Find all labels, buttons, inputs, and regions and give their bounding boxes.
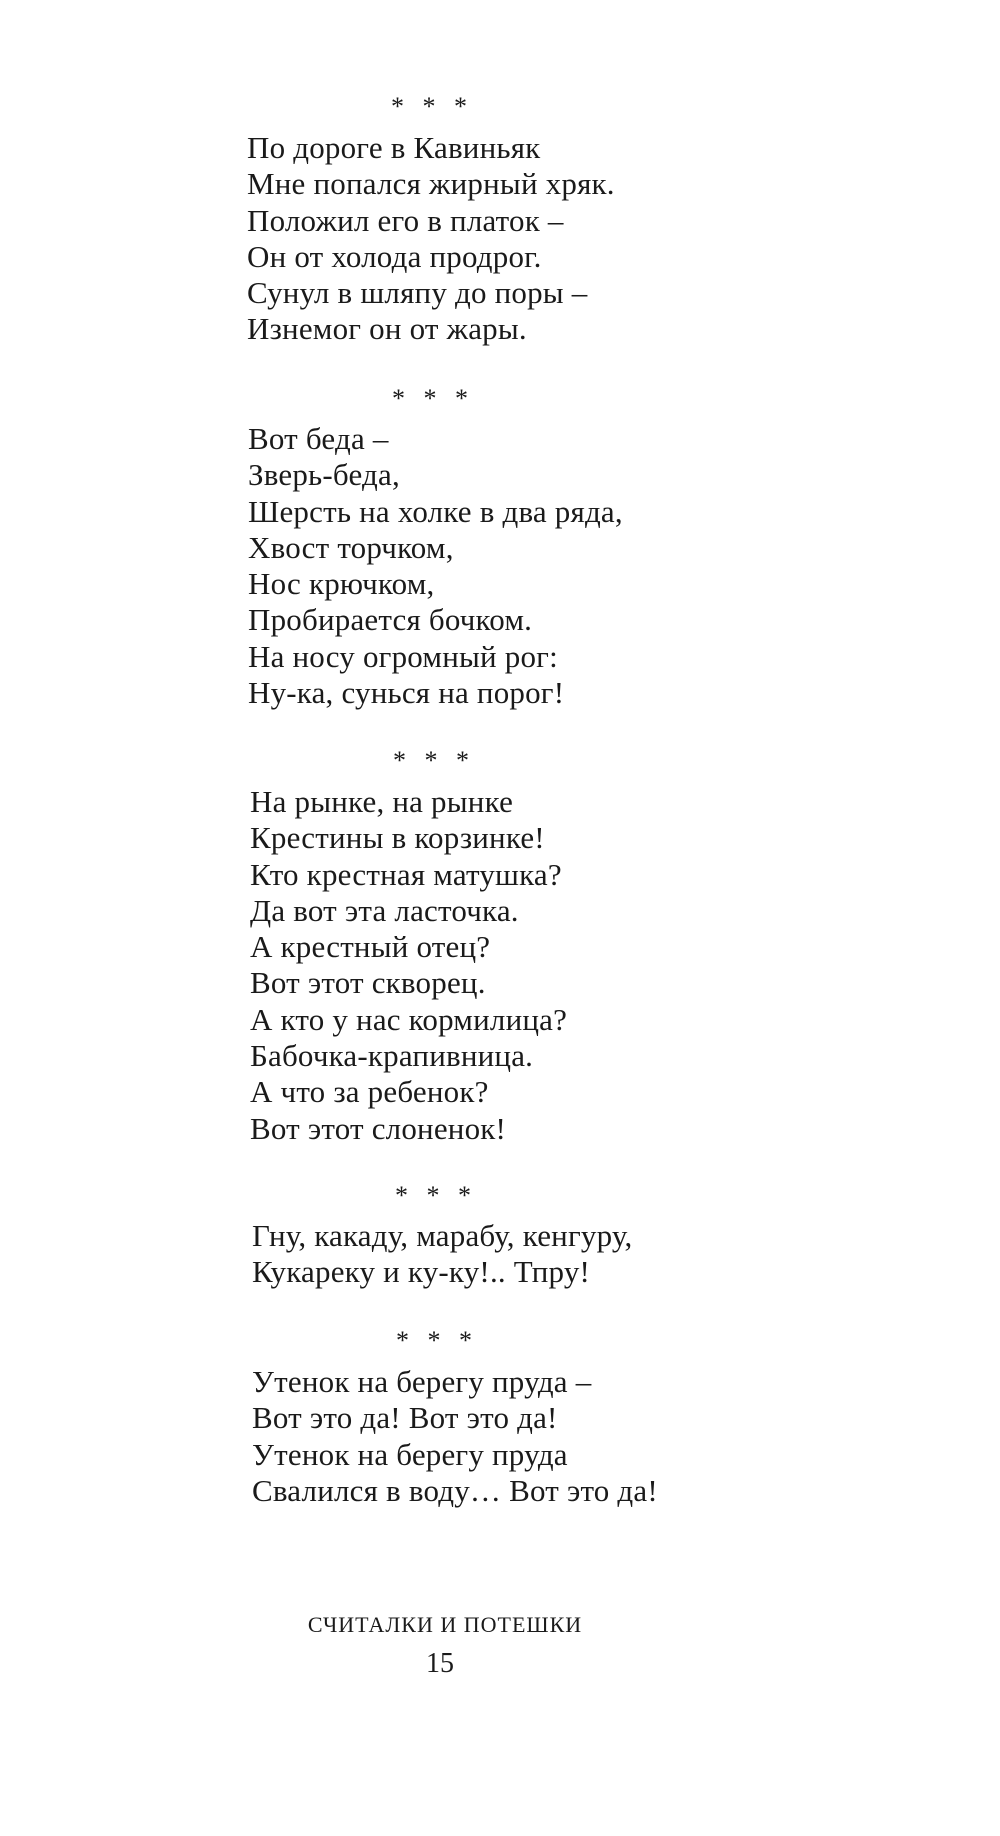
page-number: 15 <box>426 1648 454 1679</box>
poem-line: Крестины в корзинке! <box>250 820 545 856</box>
poem-separator: * * * <box>393 746 475 775</box>
poem-lines <box>252 1218 632 1291</box>
poem-line: Пробирается бочком. <box>248 602 533 638</box>
poem-separator: * * * <box>391 92 473 121</box>
poem-line: А что за ребенок? <box>250 1074 489 1110</box>
poem-line: Кукареку и ку-ку!.. Тпру! <box>252 1254 591 1290</box>
poem-line: Хвост торчком, <box>248 529 454 565</box>
poem-line: Да вот эта ласточка. <box>250 892 519 928</box>
poem-line: Утенок на берегу пруда – <box>252 1364 592 1399</box>
poem-line: Сунул в шляпу до поры – <box>247 275 588 311</box>
poem-line: Бабочка-крапивница. <box>250 1038 534 1074</box>
poem-separator: * * * <box>395 1181 477 1210</box>
poem-line: Свалился в воду… Вот это да! <box>252 1472 658 1508</box>
poem-line: Вот этот слоненок! <box>250 1110 507 1146</box>
poem-line: Он от холода продрог. <box>247 238 542 274</box>
poem-separator: * * * <box>396 1326 478 1355</box>
poem-line: Положил его в платок – <box>247 202 564 238</box>
poem-line: Ну-ка, сунься на порог! <box>248 675 565 711</box>
poem-line: Вот этот скворец. <box>250 965 486 1001</box>
poem-line: Мне попался жирный хряк. <box>247 166 615 202</box>
poem-line: Гну, какаду, марабу, кенгуру, <box>252 1218 633 1253</box>
poem-line: Изнемог он от жары. <box>247 311 527 347</box>
poem-lines <box>247 130 615 348</box>
poem-lines <box>252 1364 658 1509</box>
poem-line: Кто крестная матушка? <box>250 856 562 892</box>
poem-line: Вот это да! Вот это да! <box>252 1400 558 1436</box>
poem-line: А крестный отец? <box>250 929 491 965</box>
poem-line: На рынке, на рынке <box>250 784 514 819</box>
poem-lines <box>250 784 567 1147</box>
poem-line: Утенок на берегу пруда <box>252 1436 568 1472</box>
poem-line: А кто у нас кормилица? <box>250 1001 568 1037</box>
poem-line: На носу огромный рог: <box>248 638 558 674</box>
poem-lines <box>248 421 623 711</box>
poem-separator: * * * <box>392 384 474 413</box>
poem-line: Шерсть на холке в два ряда, <box>248 493 623 529</box>
running-footer-section-title: СЧИТАЛКИ И ПОТЕШКИ <box>307 1612 583 1637</box>
poem-line: Вот беда – <box>248 421 389 456</box>
poem-line: Нос крючком, <box>248 566 435 602</box>
poem-line: По дороге в Кавиньяк <box>247 130 541 165</box>
poem-line: Зверь-беда, <box>248 457 400 493</box>
